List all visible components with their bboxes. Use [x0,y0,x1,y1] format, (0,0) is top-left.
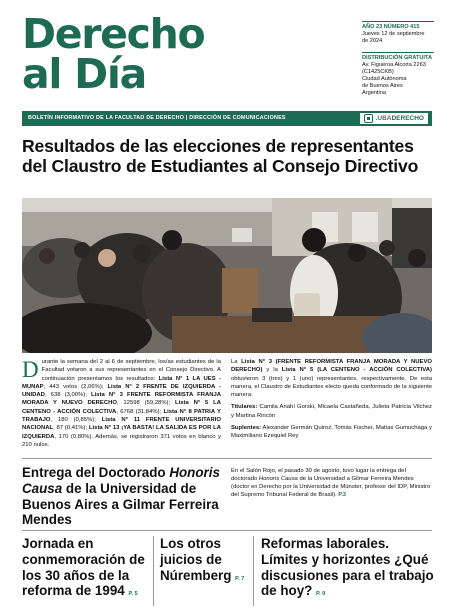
body-italic: Honoris Causa [258,476,298,482]
address-line: Argentina [362,90,386,96]
body-run: En el Salón Rojo, el pasado 30 de agosto, tuvo lugar la entrega del doctorado [231,468,406,482]
teaser-nuremberg[interactable] [160,536,245,587]
election-photo-illustration [22,198,432,353]
suplentes-paragraph [231,424,432,441]
info-divider [362,52,434,53]
list-3-name: Lista N° 3 FRENTE REFORMISTA FRANJA MORADA Y NUEVO DERECHO [22,392,221,407]
address-line: de Buenos Aires [362,83,403,89]
suplentes-label: Suplentes: [231,425,262,432]
second-headline [22,465,222,528]
list-11-name: Lista N° 11 FRENTE UNIVERSITARIO NACIONAL [22,417,222,432]
list-1-result: , 443 votos (2,06%); [43,383,108,390]
headline-run: Entrega del Doctorado [22,465,170,480]
titulares-paragraph [231,403,432,420]
section-divider [22,458,432,459]
band-text: BOLETÍN INFORMATIVO DE LA FACULTAD DE DERECHO | DIRECCIÓN DE COMUNICACIONES [28,115,286,121]
logo-line-1: Derecho [22,10,205,58]
second-body [231,467,432,499]
distribution-info [362,55,432,97]
lead-body-col2 [231,358,432,441]
text-run: y la [262,367,282,374]
column-divider [253,536,254,606]
list-5-ref: Lista N° 5 (LA CENTENO - ACCIÓN COLECTIVA) [281,367,432,374]
lead-body-col1 [22,358,221,449]
info-divider [362,21,434,22]
page-ref: P. 5 [128,591,138,598]
uba-prefix: .UBA [375,115,392,122]
distribution-heading: DISTRIBUCIÓN GRATUITA [362,55,433,61]
list-13-result: , 170 (0,80%). Además, se registraron 371 votos en blanco y 210 nulos. [22,433,221,448]
lead-headline: Resultados de las elecciones de representantes del Claustro de Estudiantes al Consejo Directivo [22,136,419,176]
list-2-name: Lista N° 2 FRENTE DE IZQUIERDA - UNIDAD [22,383,222,399]
uba-suffix: DERECHO [391,115,424,122]
issue-number: AÑO 23 NÚMERO 415 [362,24,420,30]
address-line: Av. Figueroa Alcorta 2263 [362,62,426,68]
dropcap: D [22,357,39,382]
newspaper-logo [22,10,205,98]
uba-emblem-icon [364,114,373,123]
header-band [22,111,432,126]
body-run: de la Universidad a Gilmar Ferreira Mendes (doctor en Derecho por la Universidad de Münster, profesor del IDP, Ministro del Supremo Tribunal Federal de Brasil). [231,476,431,498]
results-paragraph [231,358,432,399]
issue-info [362,24,425,45]
page-ref: P. 9 [316,591,326,598]
teaser-jornada[interactable] [22,536,147,603]
list-3-ref: Lista N° 3 (FRENTE REFORMISTA FRANJA MORADA Y NUEVO DERECHO) [231,359,432,374]
section-divider [22,530,432,531]
titulares-label: Titulares: [231,404,258,411]
list-8-result: , 180 (0,85%); [50,417,102,424]
logo-line-2: al Día [22,50,146,98]
list-2-result: , 638 (3,00%); [44,392,92,399]
issue-date-2: de 2024 [362,38,383,44]
titulares-names: Camila Anahí Gorski, Micaela Castañeda, Julieta Patricia Vilchez y Martina Rincón [231,404,432,419]
address-line: Ciudad Autónoma [362,76,407,82]
headline-run: de la Universidad de Buenos Aires a Gilmar Ferreira Mendes [22,480,219,528]
address-line: (C1425CKB) [362,69,394,75]
text-run: La [231,359,242,365]
teaser-headline: Jornada en conmemoración de los 30 años de la reforma de 1994 [22,536,145,599]
page-ref[interactable]: P.3 [338,492,346,498]
headline-italic: Honoris Causa [22,465,220,496]
list-3-result: , 12598 (59,28%); [116,400,175,407]
teaser-headline: Los otros juicios de Núremberg [160,536,232,583]
teaser-headline: Reformas laborales. Límites y horizontes ¿Qué discusiones para el trabajo de hoy? [261,536,434,599]
list-11-result: , 87 (0,41%); [53,425,89,432]
list-8-name: Lista N° 8 PATRIA Y TRABAJO [22,408,221,424]
lead-photo [22,198,432,353]
teaser-reformas[interactable] [261,536,434,603]
list-5-name: Lista N° 5 LA CENTENO - ACCIÓN COLECTIVA [22,400,221,415]
uba-derecho-logo[interactable] [360,113,428,124]
text-run: obtuvieron 3 (tres) y 1 (uno) representantes, respectivamente. De esta manera, el Claustro de Estudiantes electo queda conformado de la siguiente manera: [231,375,432,399]
issue-date-1: Jueves 12 de septiembre [362,31,425,37]
page-ref: P. 7 [235,575,245,582]
lead-text: urante la semana del 2 al 6 de septiembre, los/as estudiantes de la Facultad votaron a sus representantes en el Consejo Directivo. A continuación presentamos los resultados: [41,359,221,382]
list-1-name: Lista N° 1 LA UES - MUNAP [22,375,221,390]
list-5-result: , 6768 (31,84%); [116,408,164,415]
column-divider [153,536,154,606]
suplentes-names: Alexander Germán Quiroz, Tomás Fischer, Matías Gumuchaga y Maximiliano Ezequiel Rey [231,425,432,440]
list-13-name: Lista N° 13 ¡YA BASTA! LA SALIDA ES POR LA IZQUIERDA [22,425,221,440]
